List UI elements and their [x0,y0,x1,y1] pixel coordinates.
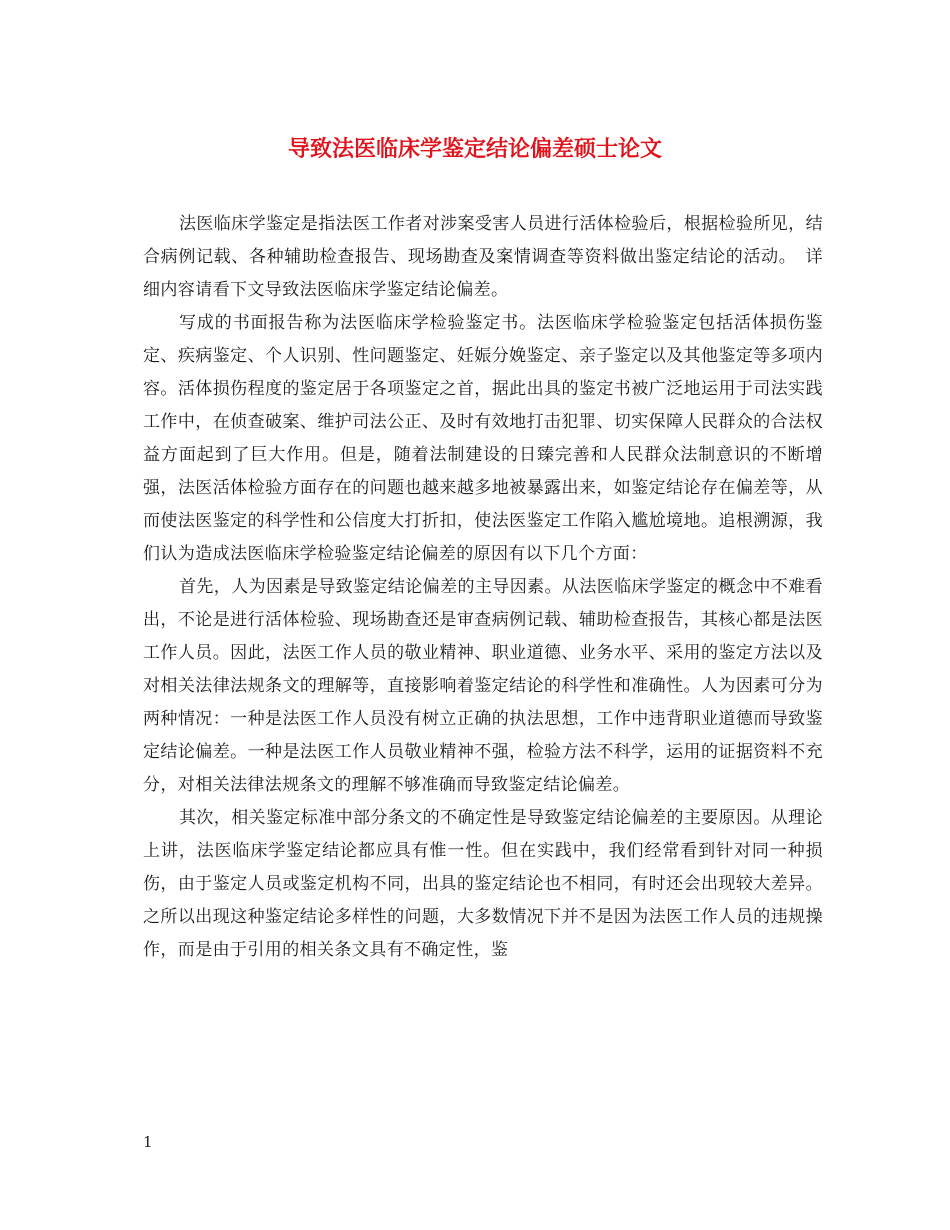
paragraph-standards: 其次，相关鉴定标准中部分条文的不确定性是导致鉴定结论偏差的主要原因。从理论上讲，法医临床学鉴定结论都应具有惟一性。但在实践中，我们经常看到针对同一种损伤，由于鉴定人员或鉴定机构不同，出具的鉴定结论也不相同，有时还会出现较大差异。之所以出现这种鉴定结论多样性的问题，大多数情况下并不是因为法医工作人员的违规操作，而是由于引用的相关条文具有不确定性，鉴 [143,808,823,960]
paragraph-report: 写成的书面报告称为法医临床学检验鉴定书。法医临床学检验鉴定包括活体损伤鉴定、疾病鉴定、个人识别、性问题鉴定、妊娠分娩鉴定、亲子鉴定以及其他鉴定等多项内容。活体损伤程度的鉴定居于各项鉴定之首，据此出具的鉴定书被广泛地运用于司法实践工作中，在侦查破案、维护司法公正、及时有效地打击犯罪、切实保障人民群众的合法权益方面起到了巨大作用。但是，随着法制建设的日臻完善和人民群众法制意识的不断增强，法医活体检验方面存在的问题也越来越多地被暴露出来，如鉴定结论存在偏差等，从而使法医鉴定的科学性和公信度大打折扣，使法医鉴定工作陷入尴尬境地。追根溯源，我们认为造成法医临床学检验鉴定结论偏差的原因有以下几个方面： [143,313,823,564]
paragraph-intro: 法医临床学鉴定是指法医工作者对涉案受害人员进行活体检验后，根据检验所见，结合病例记载、各种辅助检查报告、现场勘查及案情调查等资料做出鉴定结论的活动。 详细内容请看下文导致法医临床学鉴定结论偏差。 [143,214,823,300]
document-title: 导致法医临床学鉴定结论偏差硕士论文 [287,137,662,162]
document-body [143,208,823,967]
paragraph-human-factors: 首先，人为因素是导致鉴定结论偏差的主导因素。从法医临床学鉴定的概念中不难看出，不论是进行活体检验、现场勘查还是审查病例记载、辅助检查报告，其核心都是法医工作人员。因此，法医工作人员的敬业精神、职业道德、业务水平、采用的鉴定方法以及对相关法律法规条文的理解等，直接影响着鉴定结论的科学性和准确性。人为因素可分为两种情况：一种是法医工作人员没有树立正确的执法思想，工作中违背职业道德而导致鉴定结论偏差。一种是法医工作人员敬业精神不强，检验方法不科学，运用的证据资料不充分，对相关法律法规条文的理解不够准确而导致鉴定结论偏差。 [143,577,823,795]
page-number: 1 [143,1133,153,1151]
